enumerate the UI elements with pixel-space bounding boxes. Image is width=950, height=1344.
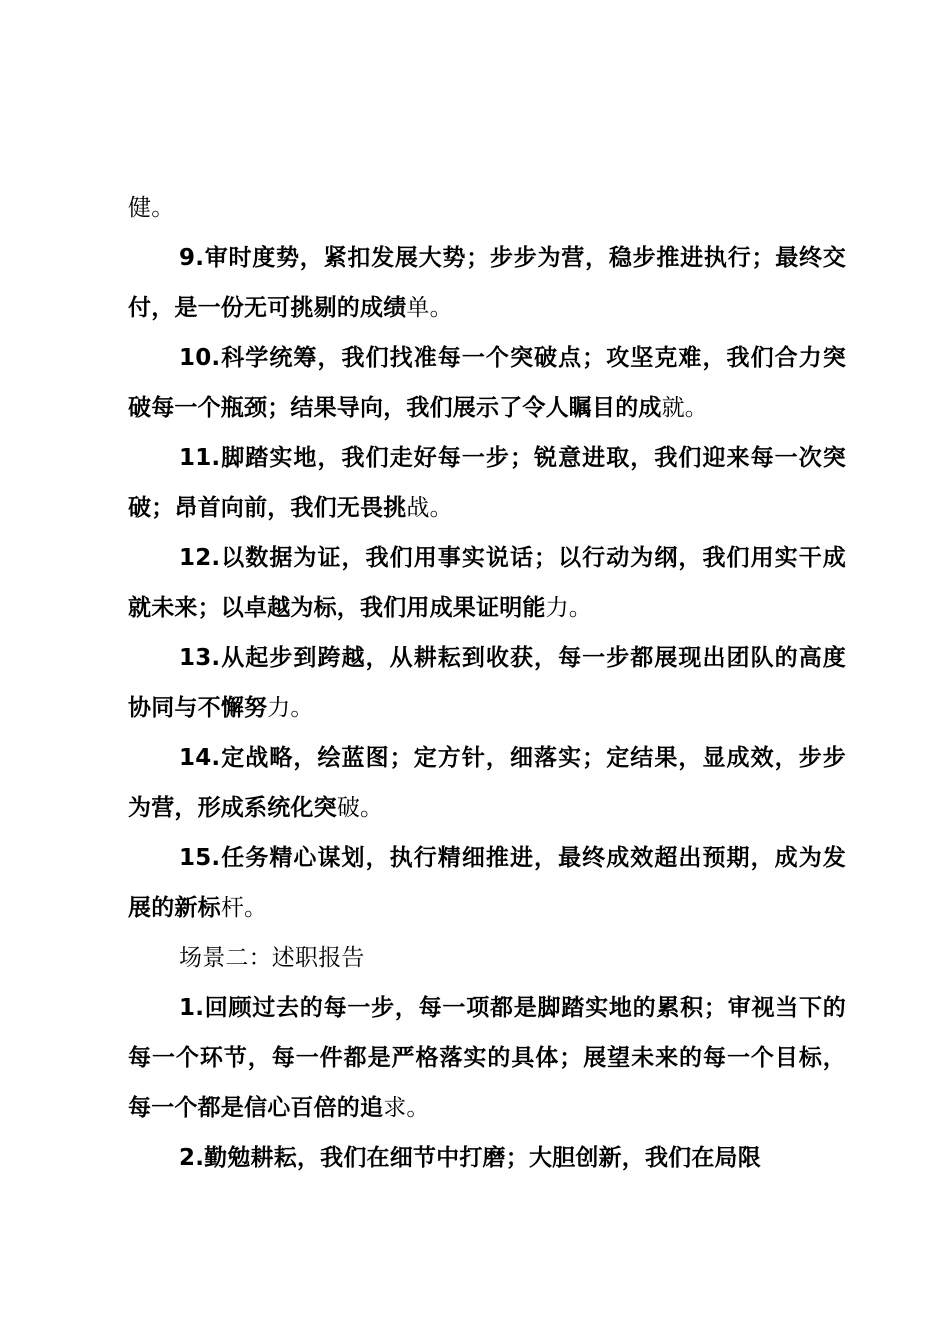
paragraph-0 [128, 183, 846, 233]
paragraph-tail: 力。 [267, 695, 314, 721]
paragraph-bold: 2.勤勉耕耘，我们在细节中打磨；大胆创新，我们在局限 [179, 1145, 761, 1171]
paragraph-11 [128, 433, 846, 533]
section-heading-text: 场景二：述职报告 [179, 945, 365, 971]
paragraph-report-1 [128, 983, 846, 1133]
paragraph-14 [128, 733, 846, 833]
paragraph-bold: 12.以数据为证，我们用事实说话；以行动为纲，我们用实干成就未来；以卓越为标，我们用成果证明能 [128, 545, 846, 621]
paragraph-report-2 [128, 1133, 846, 1183]
paragraph-bold: 9.审时度势，紧扣发展大势；步步为营，稳步推进执行；最终交付，是一份无可挑剔的成绩 [128, 245, 846, 321]
paragraph-bold: 10.科学统筹，我们找准每一个突破点；攻坚克难，我们合力突破每一个瓶颈；结果导向，我们展示了令人瞩目的成 [128, 345, 846, 421]
paragraph-tail: 就。 [661, 395, 709, 421]
paragraph-13 [128, 633, 846, 733]
paragraph-12 [128, 533, 846, 633]
paragraph-tail: 战。 [406, 495, 453, 521]
paragraph-bold: 13.从起步到跨越，从耕耘到收获，每一步都展现出团队的高度协同与不懈努 [128, 645, 846, 721]
paragraph-tail: 破。 [336, 795, 384, 821]
paragraph-tail: 杆。 [220, 895, 268, 921]
paragraph-tail: 力。 [545, 595, 593, 621]
document-body [128, 183, 846, 1183]
section-heading-scene-two [128, 933, 846, 983]
paragraph-bold: 14.定战略，绘蓝图；定方针，细落实；定结果，显成效，步步为营，形成系统化突 [128, 745, 846, 821]
paragraph-bold: 11.脚踏实地，我们走好每一步；锐意进取，我们迎来每一次突破；昂首向前，我们无畏挑 [128, 445, 846, 521]
paragraph-tail: 健。 [128, 195, 175, 221]
paragraph-bold: 15.任务精心谋划，执行精细推进，最终成效超出预期，成为发展的新标 [128, 845, 846, 921]
paragraph-tail: 求。 [383, 1095, 430, 1121]
paragraph-15 [128, 833, 846, 933]
paragraph-bold: 1.回顾过去的每一步，每一项都是脚踏实地的累积；审视当下的每一个环节，每一件都是严格落实的具体；展望未来的每一个目标，每一个都是信心百倍的追 [128, 995, 846, 1121]
paragraph-9 [128, 233, 846, 333]
paragraph-tail: 单。 [406, 295, 453, 321]
paragraph-10 [128, 333, 846, 433]
